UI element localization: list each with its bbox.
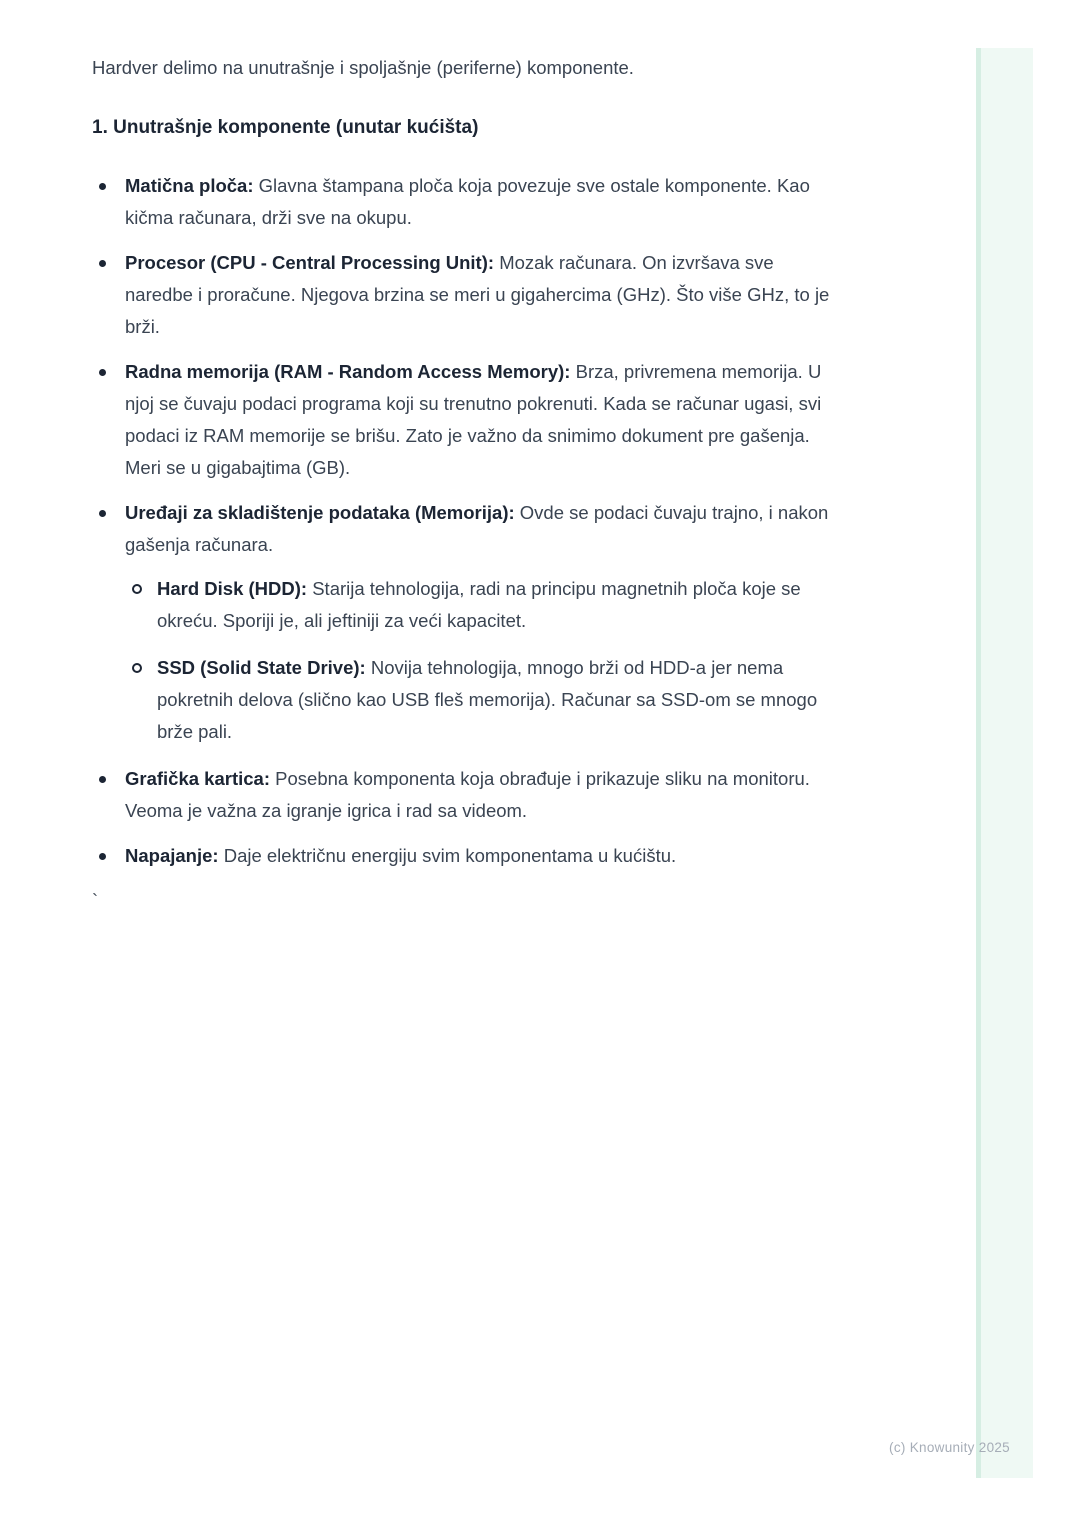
section-heading: 1. Unutrašnje komponente (unutar kućišta) [92, 117, 479, 138]
list-item-graficka-kartica [125, 763, 837, 827]
item-label: Radna memorija (RAM - Random Access Memory): [125, 361, 571, 382]
trailing-backtick: ` [92, 890, 99, 911]
item-label: Napajanje: [125, 845, 219, 866]
item-text: Daje električnu energiju svim komponentama u kućištu. [223, 845, 677, 866]
item-label: Hard Disk (HDD): [157, 578, 308, 599]
item-label: Procesor (CPU - Central Processing Unit): [125, 252, 495, 273]
item-label: Matična ploča: [125, 175, 254, 196]
storage-sublist [125, 573, 837, 748]
item-text: Glavna štampana ploča koja povezuje sve ostale komponente. Kao kičma računara, drži sve na okupu. [125, 175, 810, 228]
footer-copyright: (c) Knowunity 2025 [889, 1440, 1010, 1455]
intro-paragraph: Hardver delimo na unutrašnje i spoljašnje (periferne) komponente. [92, 57, 634, 78]
list-item-ssd [157, 652, 837, 748]
item-text: Mozak računara. On izvršava sve naredbe i proračune. Njegova brzina se meri u gigahercima (GHz). Što više GHz, to je brži. [125, 252, 830, 337]
list-item-napajanje [125, 840, 837, 872]
item-label: Uređaji za skladištenje podataka (Memorija): [125, 502, 515, 523]
item-text: Ovde se podaci čuvaju trajno, i nakon gašenja računara. [125, 502, 829, 555]
list-item-hdd [157, 573, 837, 637]
accent-stripe [976, 48, 1033, 1478]
item-label: SSD (Solid State Drive): [157, 657, 366, 678]
document-content [92, 52, 837, 917]
item-text: Starija tehnologija, radi na principu magnetnih ploča koje se okreću. Sporiji je, ali jeftiniji za veći kapacitet. [157, 578, 801, 631]
list-item-uredjaji-za-skladistenje [125, 497, 837, 748]
item-text: Posebna komponenta koja obrađuje i prikazuje sliku na monitoru. Veoma je važna za igranje igrica i rad sa videom. [125, 768, 810, 821]
list-item-maticna-ploca [125, 170, 837, 234]
components-list [92, 170, 837, 872]
list-item-procesor [125, 247, 837, 343]
list-item-radna-memorija [125, 356, 837, 484]
item-label: Grafička kartica: [125, 768, 271, 789]
item-text: Brza, privremena memorija. U njoj se čuvaju podaci programa koji su trenutno pokrenuti. Kada se računar ugasi, svi podaci iz RAM memorije se brišu. Zato je važno da snimimo dokument pre gašenja. Meri se u gigabajtima (GB). [125, 361, 822, 478]
item-text: Novija tehnologija, mnogo brži od HDD-a jer nema pokretnih delova (slično kao USB fleš memorija). Računar sa SSD-om se mnogo brže pali. [157, 657, 818, 742]
